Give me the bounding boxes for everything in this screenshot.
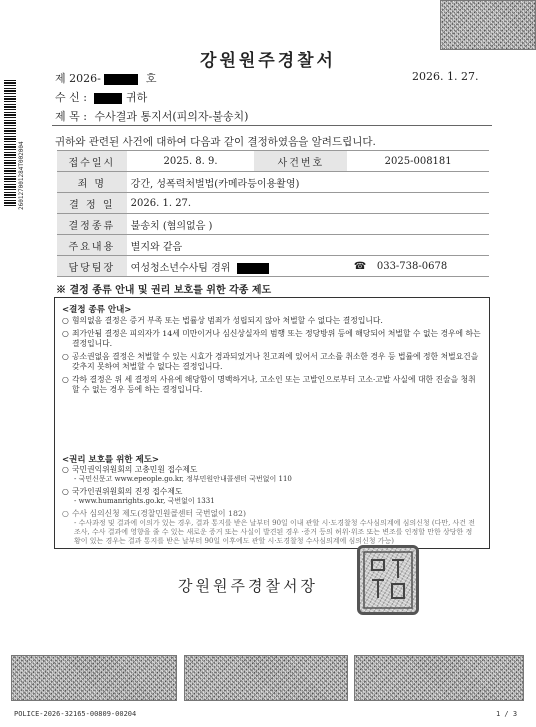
guide-item-text: 혐의없음 결정은 증거 부족 또는 법률상 범죄가 성립되지 않아 처벌할 수 없다는 결정입니다. bbox=[72, 316, 383, 325]
received-label: 접수일시 bbox=[57, 151, 127, 172]
table-row bbox=[57, 193, 489, 214]
content-label: 주요내용 bbox=[57, 235, 127, 256]
recipient-redaction bbox=[94, 93, 122, 104]
side-barcode bbox=[4, 78, 16, 206]
rights-list bbox=[62, 465, 482, 546]
case-number-value: 2025-008181 bbox=[347, 151, 489, 172]
charge-value: 강간, 성폭력처벌법(카메라등이용촬영) bbox=[127, 172, 489, 193]
subject-label: 제 목 : bbox=[55, 110, 87, 123]
side-barcode-text: 260127001284T002004 bbox=[18, 141, 25, 210]
intro-text: 귀하와 관련된 사건에 대하여 다음과 같이 결정하였음을 알려드립니다. bbox=[55, 136, 376, 148]
officer-value bbox=[127, 256, 348, 277]
table-row bbox=[57, 151, 489, 172]
table-row bbox=[57, 172, 489, 193]
charge-label: 죄 명 bbox=[57, 172, 127, 193]
doc-number-suffix: 호 bbox=[145, 72, 157, 85]
rights-heading: <권리 보호를 위한 제도> bbox=[62, 455, 160, 465]
rights-item-1-sub: - 국민신문고 www.epeople.go.kr, 정부민원안내콜센터 국번없이 110 bbox=[74, 475, 292, 483]
header-divider bbox=[52, 125, 492, 126]
list-item bbox=[62, 487, 482, 497]
table-row bbox=[57, 256, 489, 277]
decision-type-value: 불송치 (혐의없음 ) bbox=[127, 214, 489, 235]
subject-text: 수사결과 통지서(피의자-불송치) bbox=[94, 110, 249, 123]
rights-item-2-sub: - www.humanrights.go.kr, 국번없이 1331 bbox=[74, 497, 215, 505]
list-item bbox=[62, 316, 482, 326]
bottom-scan-noise-3 bbox=[354, 655, 524, 701]
guide-item-text: 죄가안됨 결정은 피의자가 14세 미만이거나 심신상실자의 범행 또는 정당방위 등에 해당되어 처벌할 수 없는 경우에 하는 결정입니다. bbox=[72, 329, 481, 348]
bullet-icon: ○ bbox=[62, 375, 69, 384]
page-title: 강원원주경찰서 bbox=[200, 51, 336, 71]
decision-date-value: 2026. 1. 27. bbox=[127, 193, 489, 214]
list-item bbox=[62, 329, 482, 349]
doc-number-redaction bbox=[104, 74, 138, 85]
table-row bbox=[57, 214, 489, 235]
doc-number-prefix: 제 2026- bbox=[55, 72, 101, 85]
official-seal bbox=[357, 545, 419, 615]
phone-icon: ☎ bbox=[353, 260, 367, 272]
doc-number-row bbox=[55, 70, 156, 86]
received-value: 2025. 8. 9. bbox=[127, 151, 255, 172]
decision-date-label: 결 정 일 bbox=[57, 193, 127, 214]
officer-redaction bbox=[237, 263, 269, 274]
bullet-icon: ○ bbox=[62, 352, 69, 361]
rights-item-3: 수사 심의신청 제도(경찰민원콜센터 국번없이 182) bbox=[72, 509, 246, 518]
recipient-label: 수 신 : bbox=[55, 91, 87, 104]
content-value: 별지와 같음 bbox=[127, 235, 489, 256]
list-item bbox=[62, 352, 482, 372]
seal-icon bbox=[360, 548, 416, 612]
phone-icon-cell bbox=[347, 256, 373, 277]
list-item bbox=[62, 465, 482, 475]
footer-doc-id: POLICE-2026-32165-00809-00204 bbox=[14, 710, 137, 718]
footer-page-number: 1 / 3 bbox=[496, 710, 518, 718]
bottom-scan-noise-1 bbox=[11, 655, 177, 701]
subject-row bbox=[55, 108, 248, 124]
guide-item-text: 공소권없음 결정은 처벌할 수 있는 시효가 경과되었거나 친고죄에 있어서 고소를 취소한 경우 등 법률에 정한 처벌요건을 갖추지 못하여 처벌할 수 없다는 결정입니다. bbox=[72, 352, 479, 371]
bullet-icon: ○ bbox=[62, 316, 69, 325]
decision-type-label: 결정종류 bbox=[57, 214, 127, 235]
bullet-icon: ○ bbox=[62, 487, 69, 496]
doc-date: 2026. 1. 27. bbox=[412, 70, 479, 83]
list-item bbox=[62, 375, 482, 395]
rights-item-3-sub: - 수사과정 및 결과에 이의가 있는 경우, 결과 통지를 받은 날부터 90일 이내 관할 시·도경찰청 수사심의계에 심의신청 (다만, 사건 전 조사, 수사 결과에 영향을 줄 수 있는 새로운 증거 또는 사실이 발견된 경우 ·증거 등의 허위·위조 또는 변조를 인정할 만한 상당한 정황이 있는 경우는 결과 통지를 받은 날부터 90일 이후에도 관할 시·도경찰청 수사심의계에 심의신청 가능) bbox=[74, 519, 476, 545]
guide-item-text: 각하 결정은 위 세 결정의 사유에 해당함이 명백하거나, 고소인 또는 고발인으로부터 고소·고발 사실에 대한 진술을 청취할 수 없는 경우 등에 하는 결정입니다. bbox=[72, 375, 476, 394]
rights-item-2: 국가인권위원회의 진정 접수제도 bbox=[72, 487, 183, 496]
table-row bbox=[57, 235, 489, 256]
recipient-row bbox=[55, 89, 147, 105]
notice-heading: ※ 결정 종류 안내 및 권리 보호를 위한 각종 제도 bbox=[56, 285, 272, 296]
rights-item-1: 국민권익위원회의 고충민원 접수제도 bbox=[72, 465, 198, 474]
list-item bbox=[62, 509, 482, 519]
case-number-label: 사건번호 bbox=[254, 151, 347, 172]
bullet-icon: ○ bbox=[62, 465, 69, 474]
guide-list bbox=[62, 316, 482, 395]
officer-text: 여성청소년수사팀 경위 bbox=[130, 262, 231, 274]
guide-heading: <결정 종류 안내> bbox=[62, 305, 132, 315]
signature-text: 강원원주경찰서장 bbox=[178, 577, 318, 595]
phone-value: 033-738-0678 bbox=[373, 256, 489, 277]
bottom-scan-noise-2 bbox=[184, 655, 348, 701]
officer-label: 담당팀장 bbox=[57, 256, 127, 277]
recipient-suffix: 귀하 bbox=[125, 91, 148, 104]
top-right-scan-noise bbox=[440, 0, 536, 50]
bullet-icon: ○ bbox=[62, 509, 69, 518]
case-info-table bbox=[57, 150, 489, 277]
bullet-icon: ○ bbox=[62, 329, 69, 338]
